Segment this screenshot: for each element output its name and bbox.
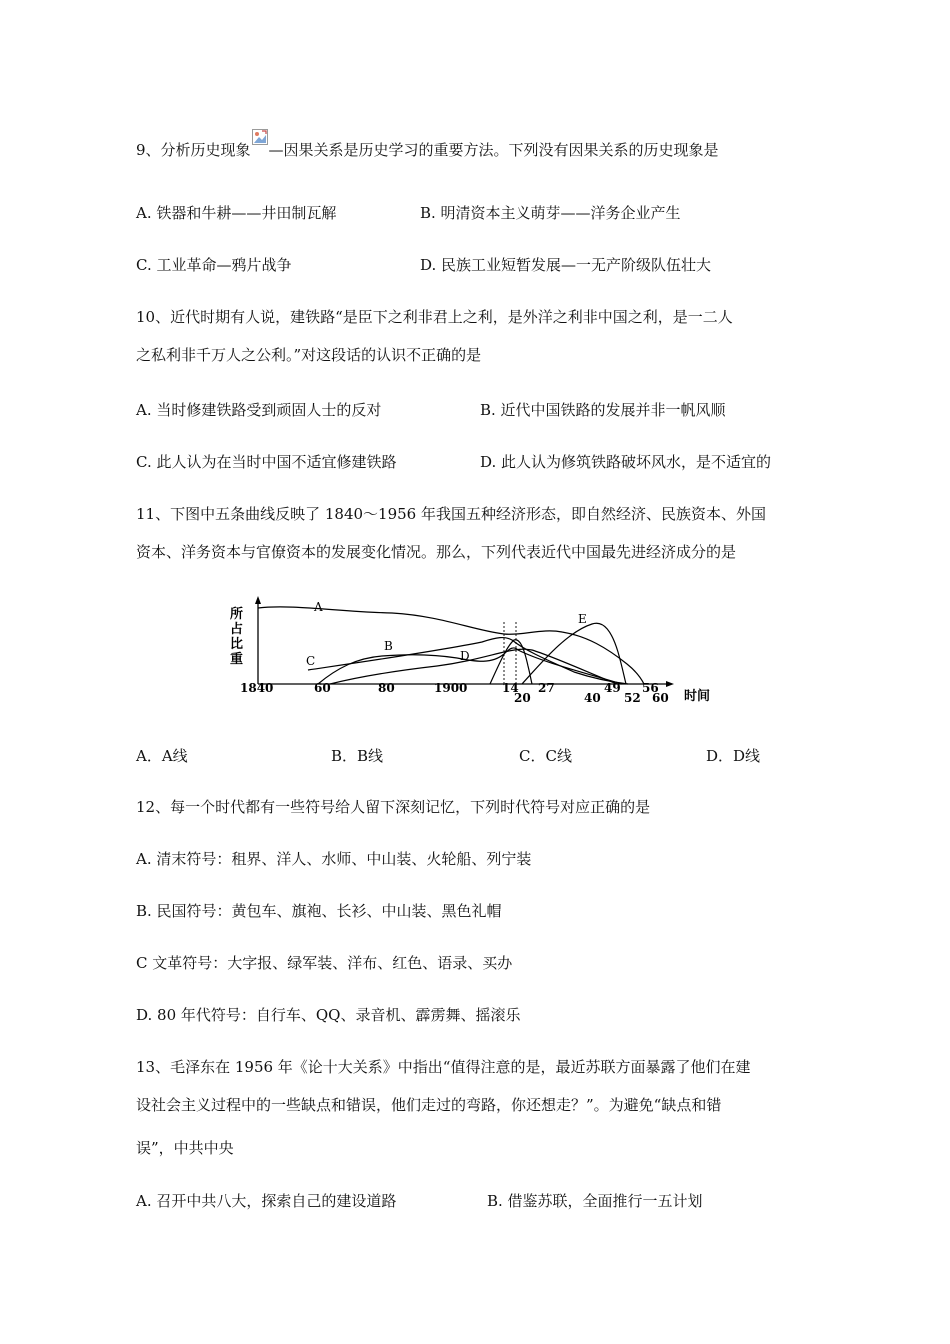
x-tick-label: 49 (604, 681, 621, 695)
x-tick-label: 27 (538, 681, 555, 695)
curve-steep (490, 640, 532, 684)
q9-option-c: C. 工业革命—鸦片战争 (136, 256, 292, 274)
x-tick-label: 56 (642, 681, 659, 695)
x-tick-label: 52 (624, 691, 641, 705)
q11-option-d: D．D线 (706, 747, 761, 765)
q9-stem-before: 9、分析历史现象 (136, 141, 251, 159)
x-tick-label: 80 (378, 681, 395, 695)
y-axis-label: 所占比重 (230, 607, 244, 667)
q13-option-a: A. 召开中共八大，探索自己的建设道路 (136, 1192, 397, 1210)
curve-e (522, 623, 626, 684)
y-axis-arrow (255, 596, 261, 604)
series-label-c: C (306, 654, 316, 668)
q11-option-c: C．C线 (519, 747, 572, 765)
economy-chart (222, 592, 742, 732)
x-tick-label: 60 (314, 681, 331, 695)
q13-stem-line1: 13、毛泽东在 1956 年《论十大关系》中指出“值得注意的是，最近苏联方面暴露了他们在建 (136, 1058, 751, 1076)
curve-b (318, 648, 622, 684)
broken-image-icon (252, 129, 268, 145)
q10-option-a: A. 当时修建铁路受到顽固人士的反对 (136, 401, 382, 419)
q13-stem-line2: 设社会主义过程中的一些缺点和错误，他们走过的弯路，你还想走？”。为避免“缺点和错 (136, 1096, 722, 1114)
x-axis-arrow (666, 681, 674, 687)
x-tick-label: 14 (502, 681, 519, 695)
q11-stem-line2: 资本、洋务资本与官僚资本的发展变化情况。那么，下列代表近代中国最先进经济成分的是 (136, 543, 737, 561)
q11-option-a: A．A线 (136, 747, 188, 765)
q10-option-c: C. 此人认为在当时中国不适宜修建铁路 (136, 453, 397, 471)
q13-option-b: B. 借鉴苏联，全面推行一五计划 (487, 1192, 703, 1210)
q12-option-b: B. 民国符号：黄包车、旗袍、长衫、中山装、黑色礼帽 (136, 902, 502, 920)
x-tick-label: 1900 (434, 681, 468, 695)
q9-option-d: D. 民族工业短暂发展—一无产阶级队伍壮大 (420, 256, 712, 274)
x-tick-label: 20 (514, 691, 531, 705)
q13-stem-line3: 误”，中共中央 (136, 1139, 234, 1157)
series-label-b: B (384, 639, 393, 653)
q10-stem-line1: 10、近代时期有人说，建铁路“是臣下之利非君上之利，是外洋之利非中国之利，是一二人 (136, 308, 733, 326)
q10-option-b: B. 近代中国铁路的发展并非一帆风顺 (480, 401, 726, 419)
q10-stem-line2: 之私利非千万人之公利。”对这段话的认识不正确的是 (136, 346, 482, 364)
series-label-d: D (460, 649, 470, 663)
x-tick-label: 1840 (240, 681, 274, 695)
q11-stem-line1: 11、下图中五条曲线反映了 1840～1956 年我国五种经济形态，即自然经济、民族资本、外国 (136, 505, 766, 523)
q12-option-a: A. 清末符号：租界、洋人、水师、中山装、火轮船、列宁装 (136, 850, 532, 868)
q10-option-d: D. 此人认为修筑铁路破坏风水，是不适宜的 (480, 453, 772, 471)
q12-option-d: D. 80 年代符号：自行车、QQ、录音机、霹雳舞、摇滚乐 (136, 1006, 521, 1024)
q9-stem: 9、分析历史现象 —因果关系是历史学习的重要方法。下列没有因果关系的历史现象是 (136, 140, 719, 160)
q9-stem-after: 因果关系是历史学习的重要方法。下列没有因果关系的历史现象是 (283, 141, 719, 159)
x-axis-label: 时间 (684, 689, 711, 704)
q9-option-b: B. 明清资本主义萌芽——洋务企业产生 (420, 204, 681, 222)
x-tick-label: 40 (584, 691, 601, 705)
q9-option-a: A. 铁器和牛耕——井田制瓦解 (136, 204, 337, 222)
curve-d (330, 649, 617, 684)
q11-option-b: B．B线 (331, 747, 384, 765)
x-tick-label: 60 (652, 691, 669, 705)
series-label-a: A (314, 600, 323, 614)
q12-option-c: C 文革符号：大字报、绿军装、洋布、红色、语录、买办 (136, 954, 513, 972)
q12-stem: 12、每一个时代都有一些符号给人留下深刻记忆，下列时代符号对应正确的是 (136, 798, 651, 816)
series-label-e: E (578, 612, 587, 626)
